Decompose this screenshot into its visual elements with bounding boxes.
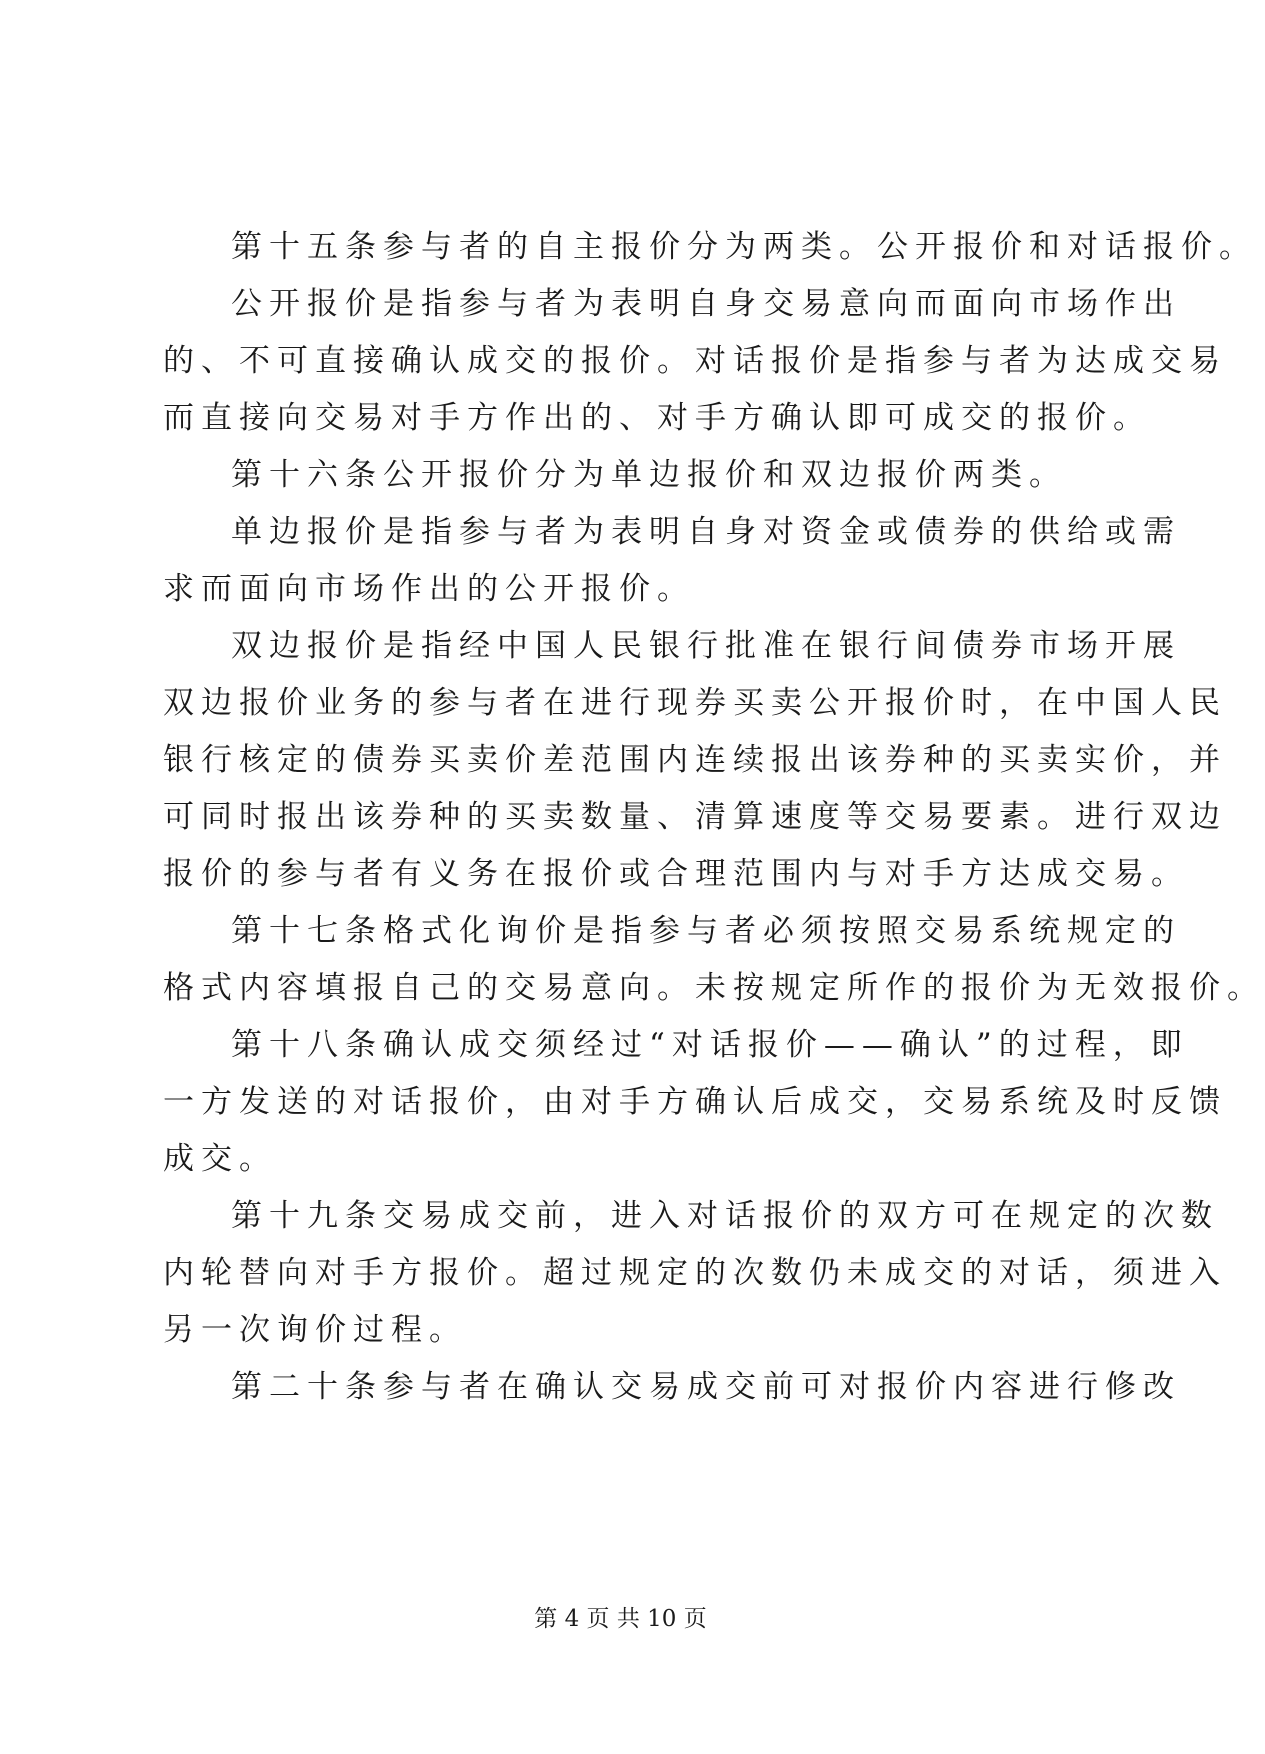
text-line: 内轮替向对手方报价。超过规定的次数仍未成交的对话，须进入 — [163, 1255, 1227, 1291]
text-line: 公开报价是指参与者为表明自身交易意向而面向市场作出 — [231, 286, 1181, 322]
text-line: 双边报价业务的参与者在进行现券买卖公开报价时，在中国人民 — [163, 685, 1227, 721]
text-line: 银行核定的债券买卖价差范围内连续报出该券种的买卖实价，并 — [163, 742, 1227, 778]
text-line: 双边报价是指经中国人民银行批准在银行间债券市场开展 — [231, 628, 1181, 664]
text-line: 第十八条确认成交须经过“对话报价——确认”的过程，即 — [231, 1027, 1189, 1063]
text-line: 的、不可直接确认成交的报价。对话报价是指参与者为达成交易 — [163, 343, 1227, 379]
text-line: 第十七条格式化询价是指参与者必须按照交易系统规定的 — [231, 913, 1181, 949]
text-line: 可同时报出该券种的买卖数量、清算速度等交易要素。进行双边 — [163, 799, 1227, 835]
text-line: 第十九条交易成交前，进入对话报价的双方可在规定的次数 — [231, 1198, 1219, 1234]
text-line: 成交。 — [163, 1141, 277, 1177]
text-line: 而直接向交易对手方作出的、对手方确认即可成交的报价。 — [163, 400, 1151, 436]
text-line: 第十五条参与者的自主报价分为两类。公开报价和对话报价。 — [231, 229, 1257, 265]
text-line: 一方发送的对话报价，由对手方确认后成交，交易系统及时反馈 — [163, 1084, 1227, 1120]
text-line: 格式内容填报自己的交易意向。未按规定所作的报价为无效报价。 — [163, 970, 1265, 1006]
text-line: 第二十条参与者在确认交易成交前可对报价内容进行修改 — [231, 1369, 1181, 1405]
text-line: 求而面向市场作出的公开报价。 — [163, 571, 695, 607]
text-line: 报价的参与者有义务在报价或合理范围内与对手方达成交易。 — [163, 856, 1189, 892]
text-line: 第十六条公开报价分为单边报价和双边报价两类。 — [231, 457, 1067, 493]
text-line: 单边报价是指参与者为表明自身对资金或债券的供给或需 — [231, 514, 1181, 550]
text-line: 另一次询价过程。 — [163, 1312, 467, 1348]
page-footer: 第 4 页 共 10 页 — [534, 1606, 707, 1632]
